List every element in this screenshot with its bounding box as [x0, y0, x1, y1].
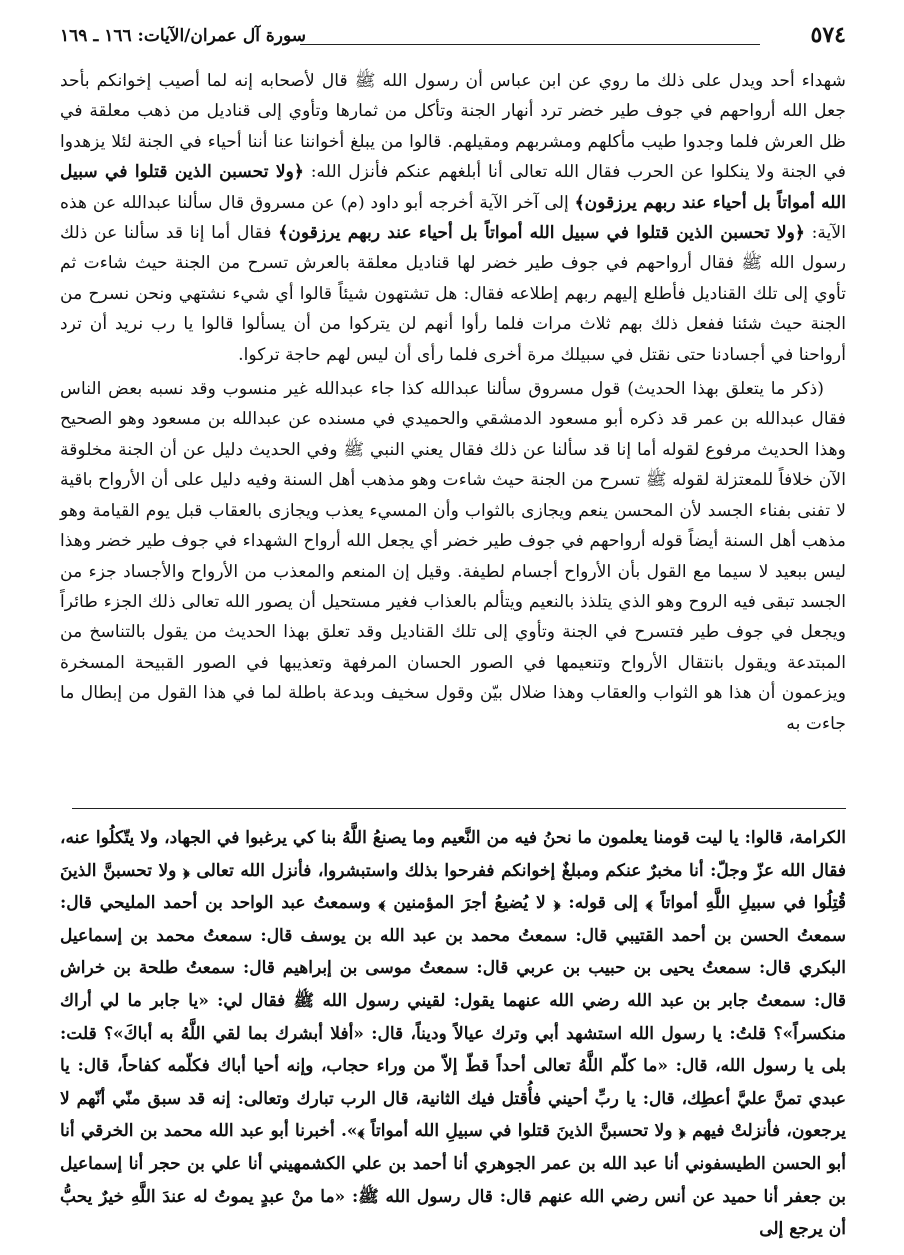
quran-verse: ﴿ لا يُضيعُ أجرَ المؤمنين ﴾	[378, 893, 561, 914]
header-rule	[300, 44, 760, 45]
main-paragraph-2: (ذكر ما يتعلق بهذا الحديث) قول مسروق سألنا عبدالله كذا جاء عبدالله غير منسوب وقد نسبه بعض الناس فقال عبدالله بن عمر قد ذكره أبو مسعود الدمشقي والحميدي في مسنده عن عبدالله بن مسعود وهو الصحيح وهذا الحديث مرفوع لقوله أما إنا قد سألنا عن ذلك فقال يعني النبي ﷺ وفي الحديث دليل عن أن الجنة مخلوقة الآن خلافاً للمعتزلة لقوله ﷺ تسرح من الجنة حيث شاءت وهو مذهب أهل السنة وفيه دليل على أن الأرواح باقية لا تفنى بفناء الجسد لأن المحسن ينعم ويجازى بالثواب وأن المسيء يعذب ويجازى بالعقاب قبل يوم القيامة وهو مذهب أهل السنة أيضاً قوله أرواحهم في جوف طير خضر أي يجعل الله أرواح الشهداء في جوف طير خضر وهذا ليس ببعيد لا سيما مع القول بأن الأرواح أجسام لطيفة. وقيل إن المنعم والمعذب من الأرواح والأجساد جزء من الجسد تبقى فيه الروح وهو الذي يتلذذ بالنعيم ويتألم بالعذاب فغير مستحيل أن يصور الله تعالى ذلك الجزء طائراً ويجعل في جوف طير فتسرح في الجنة وتأوي إلى تلك القناديل وقد تعلق بهذا الحديث من يقول بالتناسخ من المبتدعة ويقول بانتقال الأرواح وتنعيمها في الصور الحسان المرفهة وتعذيبها في الصور القبيحة المسخرة ويزعمون أن هذا هو الثواب والعقاب وهذا ضلال بيّن وقول سخيف وبدعة باطلة لما في هذا القول من إبطال ما جاءت به	[60, 379, 846, 734]
quran-verse: ﴿ولا تحسبن الذين قتلوا في سبيل الله أمواتاً بل أحياء عند ربهم يرزقون﴾	[278, 223, 805, 244]
quran-verse: ﴿ ولا تحسبنَّ الذينَ قُتِلُوا في سبيلِ اللَّهِ أمواتاً ﴾	[60, 860, 846, 914]
main-paragraph-1	[60, 66, 846, 370]
text-segment: إلى قوله:	[560, 893, 646, 914]
page-header	[60, 22, 846, 56]
running-title: سورة آل عمران/الآيات: ١٦٦ ـ ١٦٩	[60, 26, 306, 46]
text-segment: ». أخبرنا أبو عبد الله محمد بن الخرقي أنا أبو الحسن الطيسفوني أنا عبد الله بن عمر الجوهري أنا أحمد بن علي الكشمهيني أنا علي بن حجر أنا إسماعيل بن جعفر أنا حميد عن أنس رضي الله عنهم قال: قال رسول الله ﷺ: «ما منْ عبدٍ يموتُ له عندَ اللَّهِ خيرٌ يحبُّ أن يرجع إلى	[60, 1121, 846, 1240]
quran-verse: ﴿ ولا تحسبنَّ الذينَ قتلوا في سبيلِ الله أمواتاً ﴾	[357, 1121, 686, 1142]
text-segment: الكرامة، قالوا: يا ليت قومنا يعلمون ما نحنُ فيه من النَّعيم وما يصنعُ اللَّهُ بنا كي يرغبوا في الجهاد، ولا يتّكلُوا عنه، فقال الله عزّ وجلّ: أنا مخبرٌ عنكم ومبلغٌ إخوانكم ففرحوا بذلك واستبشروا، فأنزل الله تعالى	[60, 828, 846, 881]
footnote-separator	[72, 808, 846, 809]
page-number: ٥٧٤	[810, 22, 846, 48]
footnote-text	[60, 822, 846, 1246]
text-segment: فقال أما إنا قد سألنا عن ذلك رسول الله ﷺ فقال أرواحهم في جوف طير خضر لها قناديل معلقة بالعرش تسرح من الجنة حيث شاءت ثم تأوي إلى تلك القناديل فأطلع إليهم ربهم إطلاعه فقال: هل تشتهون شيئاً قالوا أي شيء نشتهي ونحن نسرح من الجنة حيث شئنا ففعل ذلك بهم ثلاث مرات فلما رأوا أنهم لن يتركوا من أن يسألوا قالوا يا رب نريد أن ترد أرواحنا في أجسادنا حتى نقتل في سبيلك مرة أخرى فلما رأى أن ليس لهم حاجة تركوا.	[60, 223, 846, 365]
main-text	[60, 66, 846, 743]
footnote-paragraph	[60, 822, 846, 1246]
text-segment: شهداء أحد ويدل على ذلك ما روي عن ابن عباس أن رسول الله ﷺ قال لأصحابه إنه لما أصيب إخوانكم بأحد جعل الله أرواحهم في جوف طير خضر ترد أنهار الجنة وتأكل من ثمارها وتأوي إلى قناديل من ذهب معلقة في ظل العرش فلما وجدوا طيب مأكلهم ومشربهم ومقيلهم. قالوا من يبلغ أخواننا عنا أننا أحياء في الجنة لئلا يزهدوا في الجنة ولا ينكلوا عن الحرب فقال الله تعالى أنا أبلغهم عنكم فأنزل الله:	[60, 71, 846, 183]
quran-verse: ﴿ولا تحسبن الذين قتلوا في سبيل الله أمواتاً بل أحياء عند ربهم يرزقون﴾	[60, 162, 846, 213]
text-segment: إلى آخر الآية أخرجه أبو داود (م) عن مسروق قال سألنا عبدالله عن هذه الآية:	[60, 192, 846, 244]
text-segment: وسمعتُ عبد الواحد بن أحمد المليحي قال: سمعتُ الحسن بن أحمد القتيبي قال: سمعتُ محمد بن عبد الله بن يوسف قال: سمعتُ محمد بن إسماعيل البكري قال: سمعتُ يحيى بن حبيب بن عربي قال: سمعتُ موسى بن إبراهيم قال: سمعتُ طلحة بن خراش قال: سمعتُ جابر بن عبد الله رضي الله عنهما يقول: لقيني رسول الله ﷺ فقال لي: «يا جابر ما لي أراك منكسراً»؟ قلتُ: يا رسول الله استشهد أبي وترك عيالاً وديناً، قال: «أفلا أبشرك بما لقي اللَّهُ به أباكَ»؟ قلت: بلى يا رسول الله، قال: «ما كلّم اللَّهُ تعالى أحداً قطّ إلاّ من وراء حجاب، وإنه أحيا أباك فكلّمه كفاحاً، قال: يا عبدي تمنَّ عليَّ أعطِك، قال: يا ربِّ أحيني فأُقتل فيك الثانية، قال الرب تبارك وتعالى: إنه قد سبق منّي أنّهم لا يرجعون، فأنزلتْ فيهم	[60, 893, 847, 1142]
